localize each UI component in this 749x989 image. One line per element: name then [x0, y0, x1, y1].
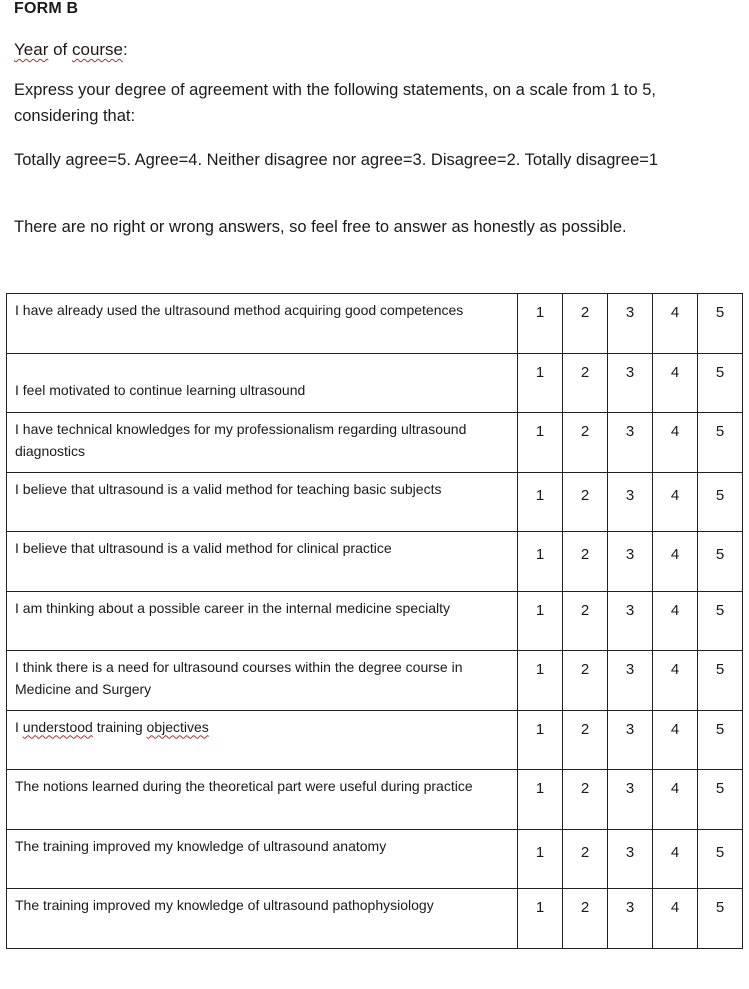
- scale-option-2[interactable]: 2: [563, 413, 608, 473]
- statement-fragment: understood: [22, 718, 93, 735]
- course-word: course: [71, 40, 124, 59]
- scale-option-4[interactable]: 4: [653, 294, 698, 354]
- scale-option-1[interactable]: 1: [518, 353, 563, 413]
- scale-option-4[interactable]: 4: [653, 651, 698, 711]
- year-colon: :: [123, 40, 128, 59]
- scale-option-3[interactable]: 3: [608, 413, 653, 473]
- agreement-table: [6, 293, 743, 949]
- scale-option-5[interactable]: 5: [698, 651, 743, 711]
- scale-option-2[interactable]: 2: [563, 829, 608, 889]
- statement-row: [7, 591, 743, 651]
- scale-option-4[interactable]: 4: [653, 710, 698, 770]
- scale-option-4[interactable]: 4: [653, 413, 698, 473]
- scale-option-1[interactable]: 1: [518, 472, 563, 532]
- statement-text: I have already used the ultrasound method acquiring good competences: [7, 294, 518, 354]
- scale-legend: Totally agree=5. Agree=4. Neither disagree nor agree=3. Disagree=2. Totally disagree=1: [14, 151, 659, 169]
- statement-row: [7, 532, 743, 592]
- scale-option-1[interactable]: 1: [518, 651, 563, 711]
- scale-option-1[interactable]: 1: [518, 294, 563, 354]
- scale-option-4[interactable]: 4: [653, 591, 698, 651]
- scale-option-5[interactable]: 5: [698, 591, 743, 651]
- statement-text: [7, 710, 518, 770]
- scale-option-2[interactable]: 2: [563, 472, 608, 532]
- of-word: of: [48, 40, 72, 59]
- statement-fragment: objectives: [146, 718, 209, 735]
- statement-text: I have technical knowledges for my professionalism regarding ultrasound diagnostics: [7, 413, 518, 473]
- scale-option-3[interactable]: 3: [608, 770, 653, 830]
- statement-text: I believe that ultrasound is a valid method for clinical practice: [7, 532, 518, 592]
- scale-option-1[interactable]: 1: [518, 710, 563, 770]
- scale-option-2[interactable]: 2: [563, 651, 608, 711]
- scale-option-4[interactable]: 4: [653, 829, 698, 889]
- instructions-intro: Express your degree of agreement with the following statements, on a scale from 1 to 5, considering that:: [14, 81, 657, 125]
- statement-row: [7, 472, 743, 532]
- scale-option-2[interactable]: 2: [563, 353, 608, 413]
- scale-option-5[interactable]: 5: [698, 889, 743, 949]
- scale-option-4[interactable]: 4: [653, 770, 698, 830]
- scale-option-3[interactable]: 3: [608, 889, 653, 949]
- statement-text: I am thinking about a possible career in the internal medicine specialty: [7, 591, 518, 651]
- scale-option-2[interactable]: 2: [563, 591, 608, 651]
- year-of-course-label: [14, 40, 128, 60]
- scale-option-2[interactable]: 2: [563, 770, 608, 830]
- statement-text: The notions learned during the theoretical part were useful during practice: [7, 770, 518, 830]
- scale-option-3[interactable]: 3: [608, 591, 653, 651]
- honesty-note: There are no right or wrong answers, so feel free to answer as honestly as possible.: [14, 218, 627, 236]
- scale-option-1[interactable]: 1: [518, 770, 563, 830]
- scale-option-1[interactable]: 1: [518, 591, 563, 651]
- scale-option-4[interactable]: 4: [653, 532, 698, 592]
- scale-option-2[interactable]: 2: [563, 710, 608, 770]
- scale-option-3[interactable]: 3: [608, 651, 653, 711]
- scale-option-2[interactable]: 2: [563, 532, 608, 592]
- form-title: FORM B: [14, 0, 79, 17]
- scale-option-5[interactable]: 5: [698, 413, 743, 473]
- statement-fragment: training: [92, 718, 147, 735]
- scale-option-2[interactable]: 2: [563, 294, 608, 354]
- scale-option-3[interactable]: 3: [608, 472, 653, 532]
- statement-row: [7, 651, 743, 711]
- scale-option-1[interactable]: 1: [518, 829, 563, 889]
- statement-row: [7, 413, 743, 473]
- scale-option-4[interactable]: 4: [653, 353, 698, 413]
- statement-fragment: I: [15, 718, 23, 735]
- scale-option-1[interactable]: 1: [518, 889, 563, 949]
- scale-option-5[interactable]: 5: [698, 770, 743, 830]
- year-word: Year: [14, 40, 49, 59]
- statement-text: I feel motivated to continue learning ultrasound: [7, 353, 518, 413]
- scale-option-2[interactable]: 2: [563, 889, 608, 949]
- scale-option-5[interactable]: 5: [698, 710, 743, 770]
- scale-option-3[interactable]: 3: [608, 532, 653, 592]
- scale-option-3[interactable]: 3: [608, 710, 653, 770]
- statement-text: The training improved my knowledge of ultrasound pathophysiology: [7, 889, 518, 949]
- scale-option-1[interactable]: 1: [518, 532, 563, 592]
- statement-text: I believe that ultrasound is a valid method for teaching basic subjects: [7, 472, 518, 532]
- scale-option-4[interactable]: 4: [653, 889, 698, 949]
- scale-option-5[interactable]: 5: [698, 532, 743, 592]
- statement-row: [7, 710, 743, 770]
- statement-row: [7, 353, 743, 413]
- statement-text: The training improved my knowledge of ultrasound anatomy: [7, 829, 518, 889]
- scale-option-5[interactable]: 5: [698, 353, 743, 413]
- scale-option-1[interactable]: 1: [518, 413, 563, 473]
- statement-row: [7, 770, 743, 830]
- scale-option-3[interactable]: 3: [608, 294, 653, 354]
- scale-option-5[interactable]: 5: [698, 472, 743, 532]
- statement-row: [7, 294, 743, 354]
- scale-option-5[interactable]: 5: [698, 829, 743, 889]
- statement-row: [7, 829, 743, 889]
- scale-option-3[interactable]: 3: [608, 829, 653, 889]
- statement-text: I think there is a need for ultrasound courses within the degree course in Medicine and Surgery: [7, 651, 518, 711]
- scale-option-5[interactable]: 5: [698, 294, 743, 354]
- scale-option-4[interactable]: 4: [653, 472, 698, 532]
- statement-row: [7, 889, 743, 949]
- scale-option-3[interactable]: 3: [608, 353, 653, 413]
